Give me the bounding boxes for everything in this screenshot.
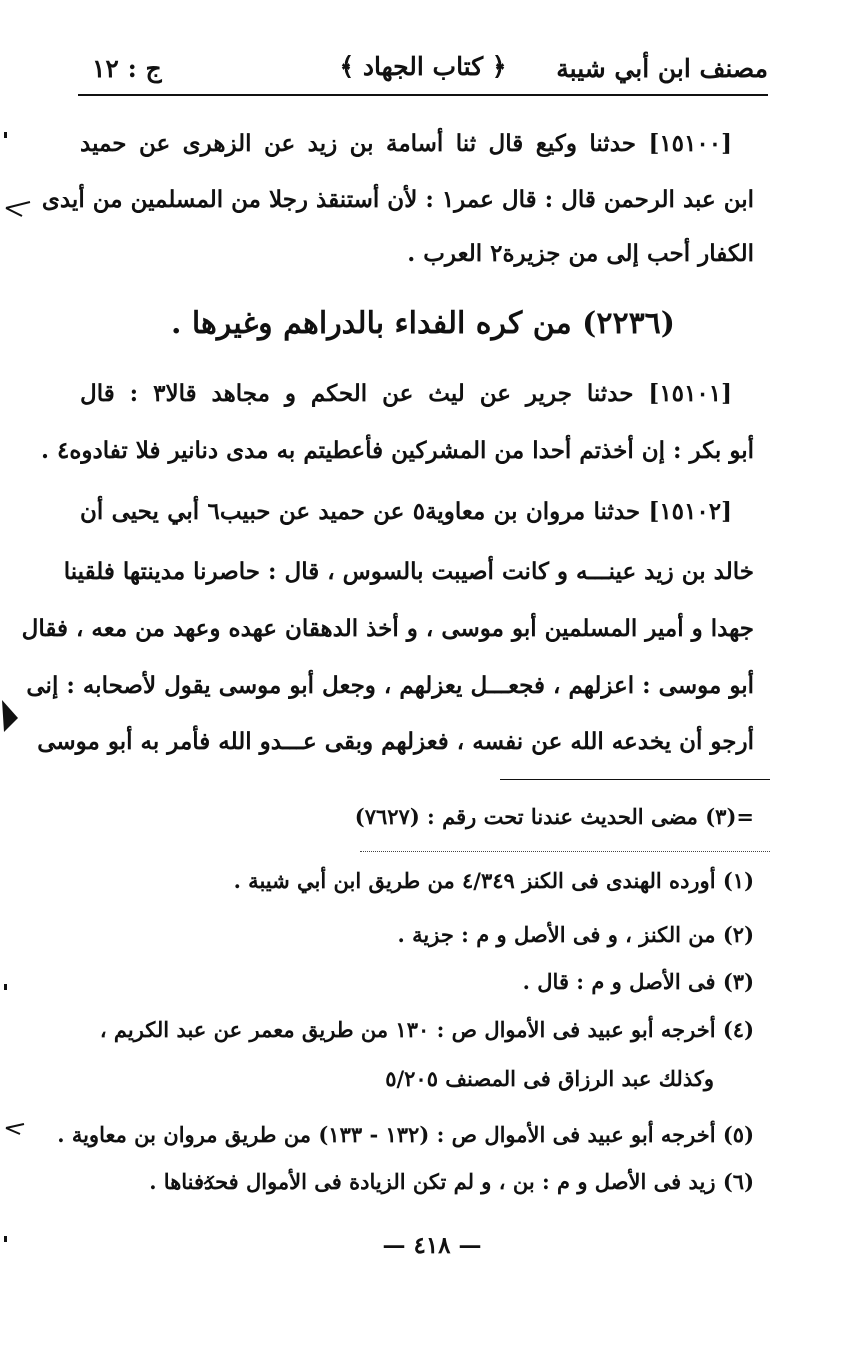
hadith-line: أرجو أن يخدعه الله عن نفسه ، فعزلهم وبقى عـــدو الله فأمر به أبو موسى (37, 728, 754, 755)
footnote-item: (٥) أخرجه أبو عبيد فى الأموال ص : (١٣٢ - ١٣٣) من طريق مروان بن معاوية . (57, 1122, 754, 1147)
footnote-carryover: =(٣) مضى الحديث عندنا تحت رقم : (٧٦٢٧) (354, 804, 754, 829)
footnote-item: (١) أورده الهندى فى الكنز ٤/٣٤٩ من طريق ابن أبي شيبة . (233, 868, 754, 893)
header-rule (78, 94, 768, 96)
margin-mark-icon (200, 1170, 220, 1190)
margin-mark-icon (0, 1230, 20, 1250)
footnote-item: (٣) فى الأصل و م : قال . (522, 969, 754, 994)
chapter-heading: (٢٢٣٦) من كره الفداء بالدراهم وغيرها . (171, 306, 675, 341)
section-title: ﴿ كتاب الجهاد ﴾ (339, 52, 507, 81)
margin-mark-icon (0, 970, 30, 1170)
footnote-item: (٤) أخرجه أبو عبيد فى الأموال ص : ١٣٠ من طريق معمر عن عبد الكريم ، (99, 1017, 754, 1042)
hadith-line: [١٥١٠٠] حدثنا وكيع قال ثنا أسامة بن زيد عن الزهرى عن حميد (80, 130, 732, 157)
footnote-divider (360, 848, 770, 852)
running-header (78, 40, 768, 96)
hadith-line: الكفار أحب إلى من جزيرة٢ العرب . (407, 240, 754, 267)
hadith-line: أبو موسى : اعزلهم ، فجعـــل يعزلهم ، وجعل أبو موسى يقول لأصحابه : إنى (26, 672, 754, 699)
footnote-item: (٦) زيد فى الأصل و م : بن ، و لم تكن الزيادة فى الأموال فحذفناها . (149, 1169, 754, 1194)
margin-mark-icon (0, 130, 40, 230)
hadith-line: [١٥١٠١] حدثنا جرير عن ليث عن الحكم و مجاهد قالا٣ : قال (80, 380, 732, 407)
margin-mark-icon (0, 690, 30, 750)
hadith-line: جهدا و أمير المسلمين أبو موسى ، و أخذ الدهقان عهده وعهد من معه ، فقال (21, 615, 754, 642)
footnote-separator (500, 779, 770, 780)
hadith-line: خالد بن زيد عينـــه و كانت أصيبت بالسوس ، قال : حاصرنا مدينتها فلقينا (63, 558, 754, 585)
hadith-line: ابن عبد الرحمن قال : قال عمر١ : لأن أستنقذ رجلا من المسلمين من أيدى (41, 186, 754, 213)
hadith-line: أبو بكر : إن أخذتم أحدا من المشركين فأعطيتم به مدى دنانير فلا تفادوه٤ . (40, 437, 754, 464)
footnote-item: (٢) من الكنز ، و فى الأصل و م : جزية . (397, 922, 754, 947)
footnote-item-continuation: وكذلك عبد الرزاق فى المصنف ٥/٢٠٥ (385, 1066, 714, 1091)
volume-number: ج : ١٢ (92, 54, 162, 83)
book-title: مصنف ابن أبي شيبة (556, 54, 768, 83)
hadith-line: [١٥١٠٢] حدثنا مروان بن معاوية٥ عن حميد عن حبيب٦ أبي يحيى أن (80, 498, 732, 525)
page-number: — ٤١٨ — (382, 1232, 482, 1259)
